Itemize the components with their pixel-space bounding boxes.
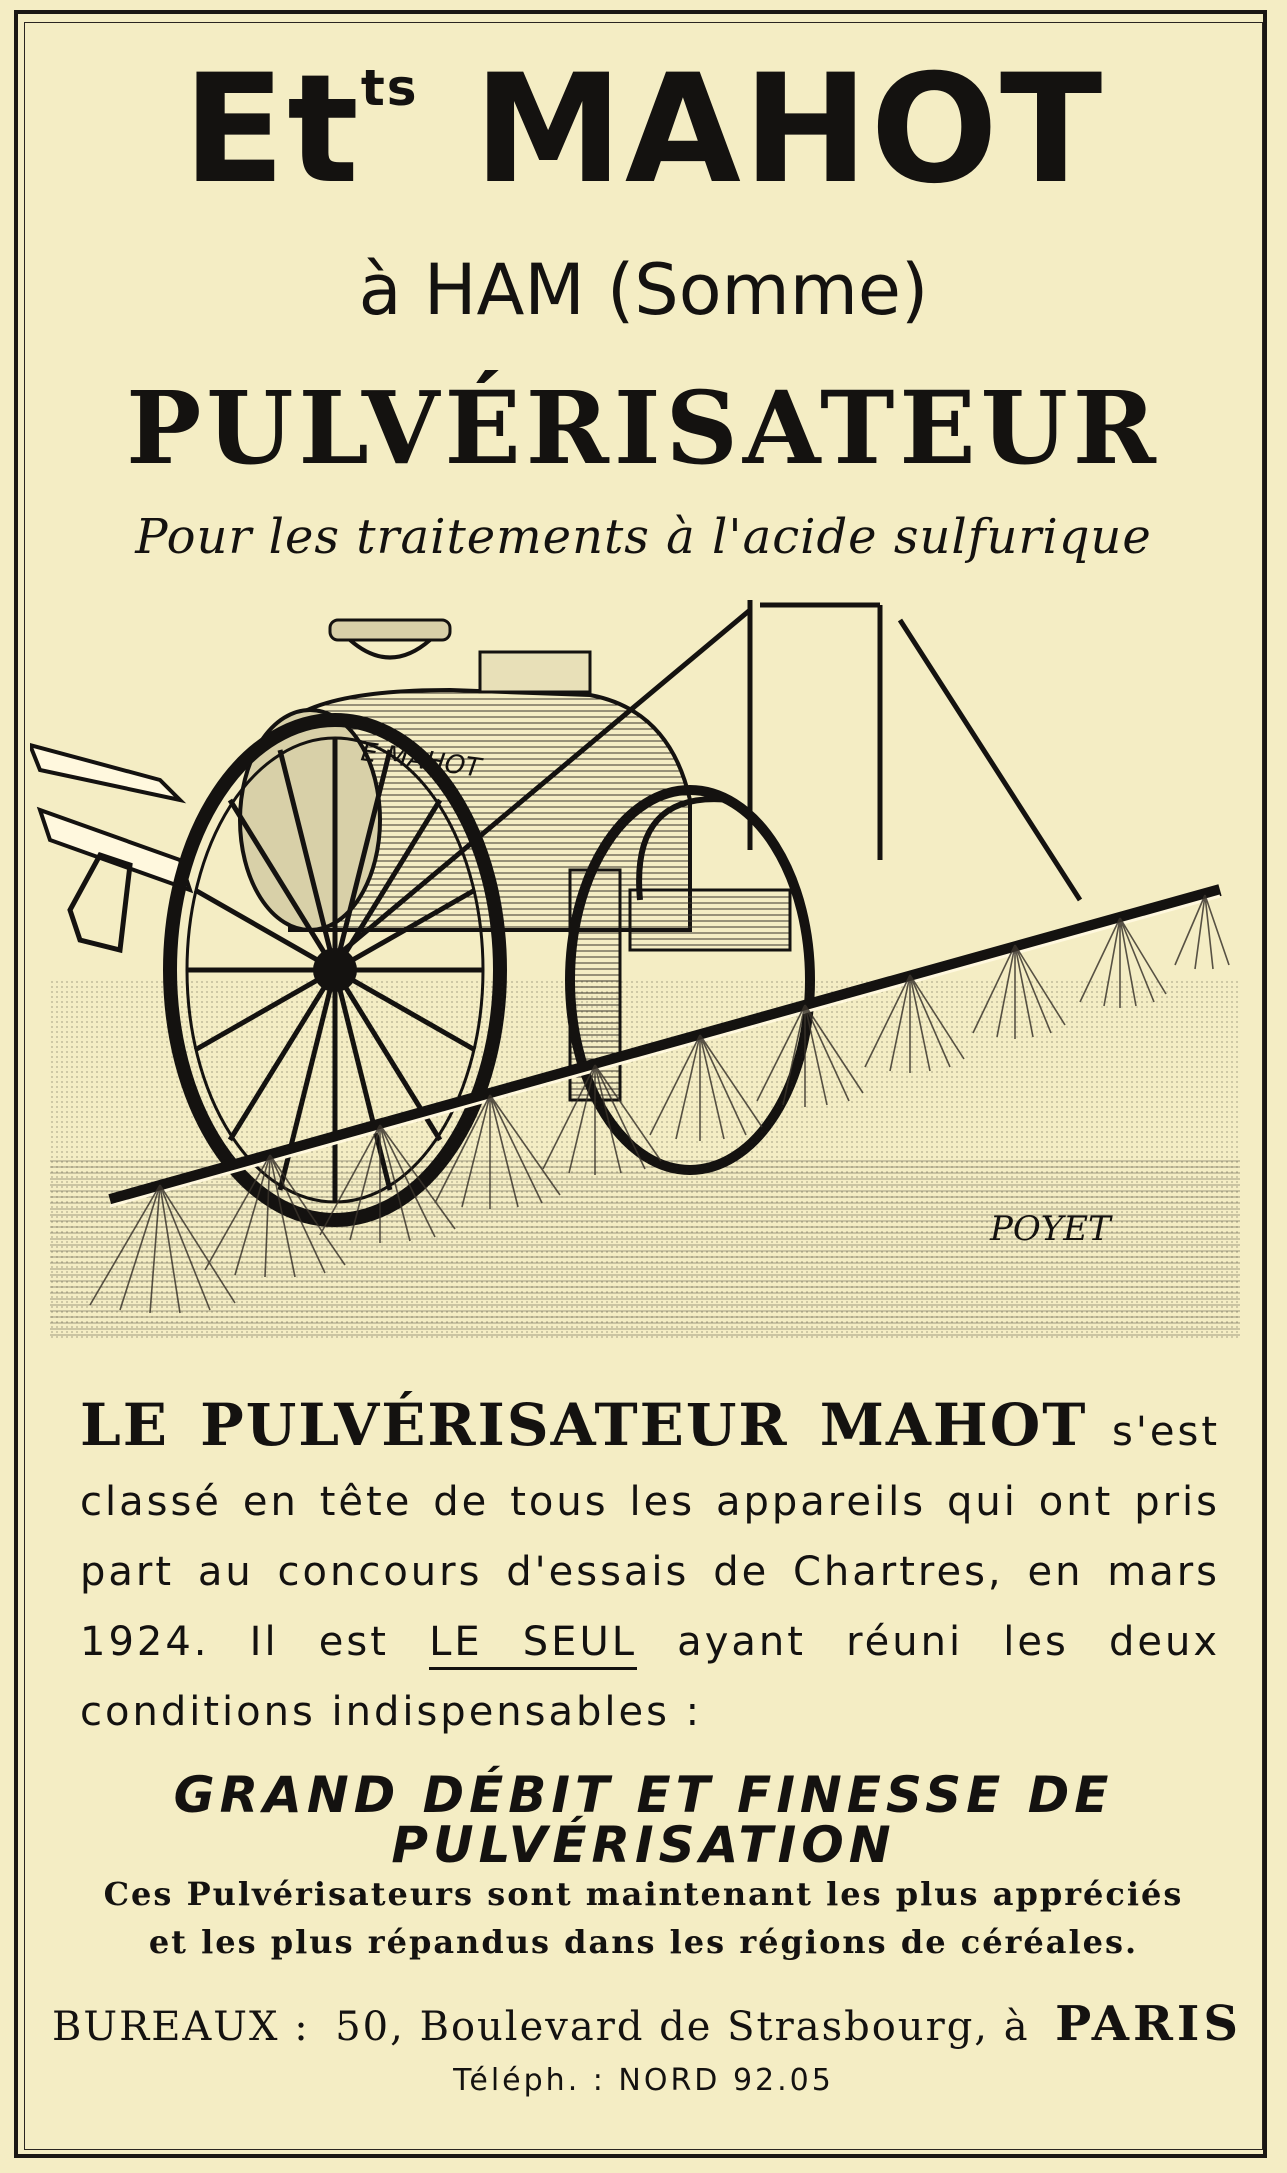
lead-phrase: LE PULVÉRISATEUR MAHOT <box>80 1391 1088 1459</box>
address-street: 50, Boulevard de Strasbourg, à <box>335 2004 1030 2050</box>
note-line-2: et les plus répandus dans les régions de céréales. <box>148 1923 1139 1961</box>
note-line-1: Ces Pulvérisateurs sont maintenant les plus appréciés <box>103 1875 1184 1913</box>
body-text-part-2: ayant réuni les deux conditions indispensables : <box>80 1619 1220 1735</box>
sprayer-illustration <box>30 600 1250 1360</box>
product-heading: PULVÉRISATEUR <box>126 369 1161 487</box>
title-superscript: ts <box>360 59 419 117</box>
feature-headline: GRAND DÉBIT ET FINESSE DE PULVÉRISATION <box>173 1766 1114 1874</box>
title-prefix: Et <box>182 43 361 217</box>
body-text-part-1: s'est classé en tête de tous les appareils qui ont pris part au concours d'essais de Chartres, en mars 1924. Il est <box>80 1409 1221 1665</box>
tagline: Pour les traitements à l'acide sulfurique <box>135 509 1152 565</box>
body-paragraph <box>80 1390 1220 1747</box>
phone-number: Téléph. : NORD 92.05 <box>453 2063 834 2098</box>
location-subtitle: à HAM (Somme) <box>358 249 929 331</box>
address-label: BUREAUX : <box>52 2004 310 2050</box>
address-city: PARIS <box>1055 1996 1242 2052</box>
office-address <box>52 1996 1242 2052</box>
tank <box>240 620 690 930</box>
title-name: MAHOT <box>473 43 1105 217</box>
artist-signature: POYET <box>990 1209 1111 1249</box>
company-title <box>0 43 1287 217</box>
wheel <box>170 720 500 1220</box>
tank-label: E MAHOT <box>359 737 483 784</box>
emphasis-le-seul: LE SEUL <box>429 1619 637 1670</box>
